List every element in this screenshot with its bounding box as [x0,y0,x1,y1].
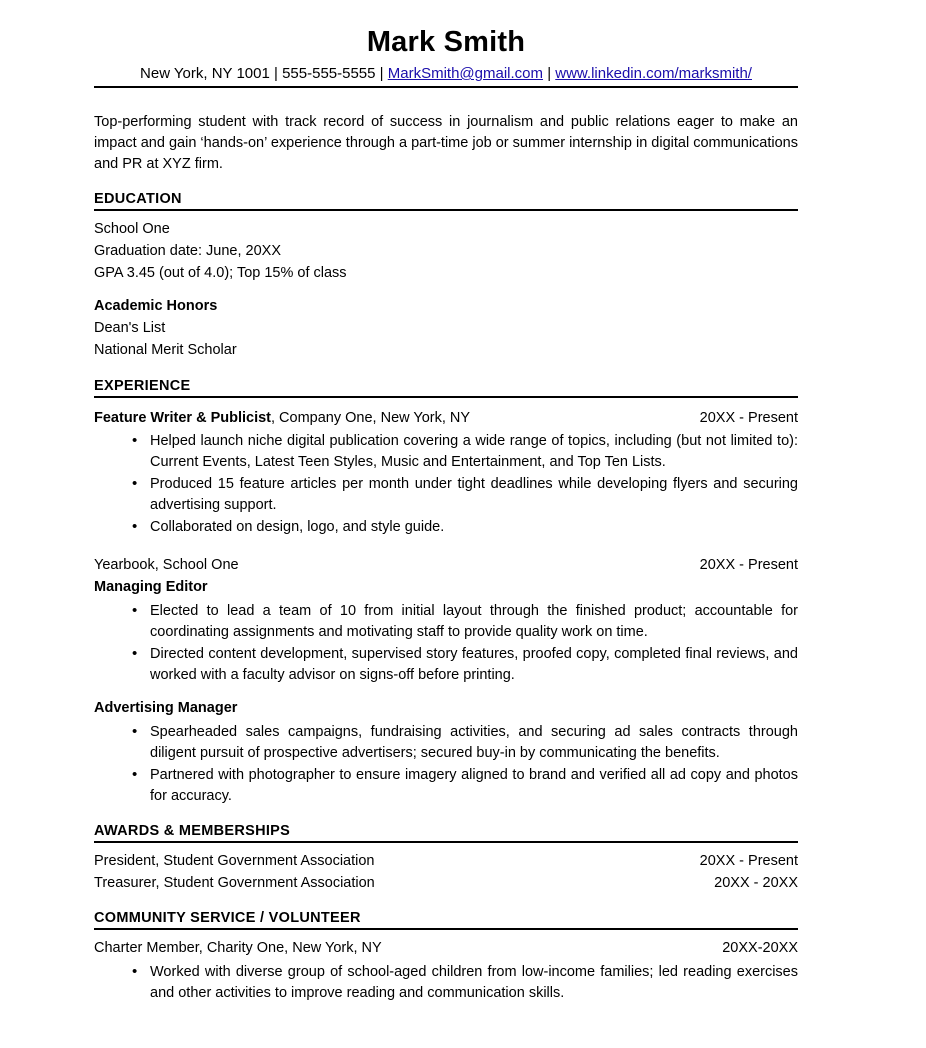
contact-separator-2: | [379,65,384,82]
list-item: • Worked with diverse group of school-aged children from low-income families; led reading exercises and other activities to improve reading and communication skills. [132,962,798,1004]
experience-entry-dates: 20XX - Present [699,409,798,426]
experience-entry-title: Yearbook, School One [94,557,239,574]
experience-entry-header [94,408,798,430]
experience-entry-title-bold: Feature Writer & Publicist [94,409,271,426]
list-item: • Elected to lead a team of 10 from initial layout through the finished product; accountable for coordinating assignments and motivating staff to provide quality work on time. [132,601,798,643]
education-gpa: GPA 3.45 (out of 4.0); Top 15% of class [94,264,347,281]
community-label: Charter Member, Charity One, New York, NY [94,940,382,957]
awards-row [94,851,798,873]
experience-entry-role: Advertising Manager [94,699,238,716]
experience-entry-role: Managing Editor [94,579,208,596]
contact-separator-1: | [274,65,278,82]
experience-entry-dates: 20XX - Present [699,557,798,574]
section-heading-education: EDUCATION [94,191,798,211]
awards-dates: 20XX - Present [699,852,798,869]
community-dates: 20XX-20XX [722,940,798,957]
academic-honor-item: Dean's List [94,320,166,337]
experience-entry-title-rest: , Company One, New York, NY [271,409,471,426]
contact-location: New York, NY 1001 [140,65,270,82]
awards-row [94,873,798,895]
spacer [94,539,798,555]
awards-dates: 20XX - 20XX [714,874,798,891]
section-heading-awards: AWARDS & MEMBERSHIPS [94,823,798,843]
awards-label: Treasurer, Student Government Association [94,874,375,891]
contact-phone: 555-555-5555 [282,65,376,82]
page-title: Mark Smith [366,26,526,58]
academic-honor-item: National Merit Scholar [94,341,237,358]
section-heading-community-service: COMMUNITY SERVICE / VOLUNTEER [94,910,798,930]
list-item: • Spearheaded sales campaigns, fundraising activities, and securing ad sales contracts through diligent pursuit of prospective advertisers; secured buy-in by communicating the benefits. [132,722,798,764]
community-row [94,938,798,960]
experience-entry-title [94,408,470,430]
contact-line [94,65,798,88]
list-item: • Partnered with photographer to ensure imagery aligned to brand and verified all ad copy and photos for accuracy. [132,765,798,807]
experience-bullet-list [94,431,798,538]
list-item: • Produced 15 feature articles per month under tight deadlines while developing flyers and securing advertising support. [132,474,798,516]
experience-entry [94,698,798,807]
list-item: • Helped launch niche digital publication covering a wide range of topics, including (but not limited to): Current Events, Latest Teen Styles, Music and Entertainment, and Top Ten Lists. [132,431,798,473]
academic-honors-heading: Academic Honors [94,298,218,315]
contact-separator-3: | [547,65,552,82]
experience-entry [94,408,798,539]
experience-bullet-list [94,722,798,807]
contact-linkedin-link[interactable]: www.linkedin.com/marksmith/ [555,65,752,82]
education-school: School One [94,221,170,238]
list-item: • Collaborated on design, logo, and style guide. [132,517,798,538]
contact-email-link[interactable]: MarkSmith@gmail.com [387,65,544,82]
list-item: • Directed content development, supervised story features, proofed copy, completed final reviews, and worked with a faculty advisor on signs-off before printing. [132,644,798,686]
experience-entry-header [94,555,798,577]
summary-paragraph: Top-performing student with track record of success in journalism and public relations eager to make an impact and gain ‘hands-on’ experience through a part-time job or summer internship in digital communications and PR at XYZ firm. [94,114,798,173]
section-heading-experience: EXPERIENCE [94,378,798,398]
community-bullet-list [94,962,798,1004]
awards-label: President, Student Government Association [94,852,375,869]
experience-bullet-list [94,601,798,686]
experience-entry [94,555,798,686]
education-graduation-date: Graduation date: June, 20XX [94,242,282,259]
